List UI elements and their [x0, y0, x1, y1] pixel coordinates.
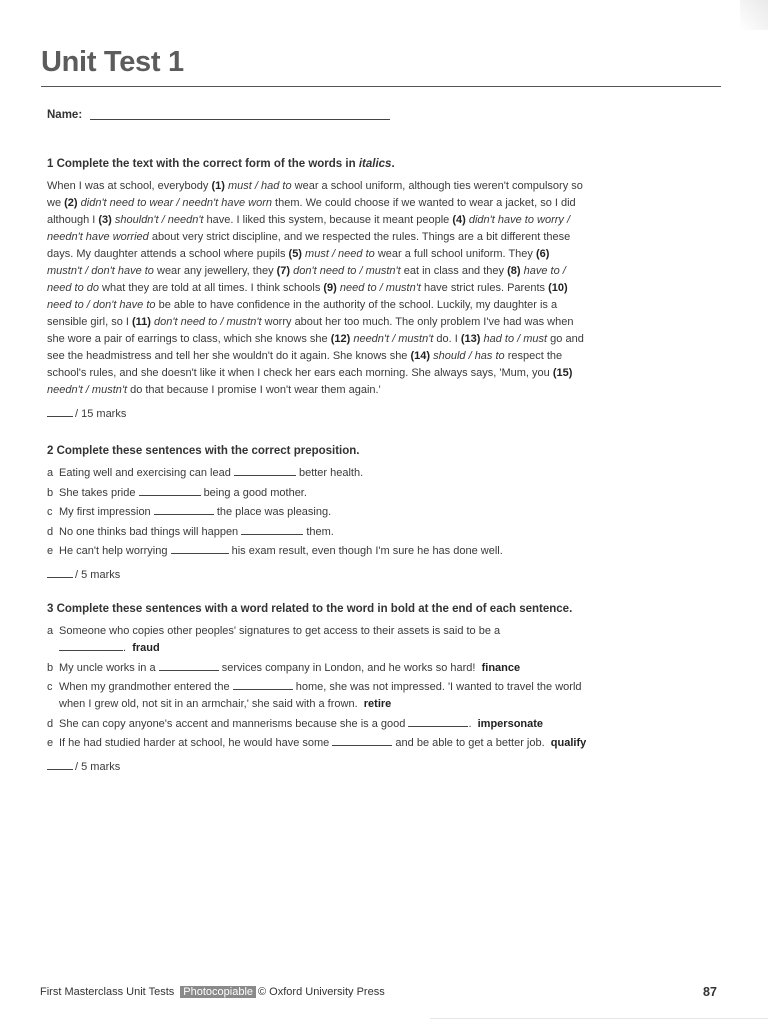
name-field-line[interactable]	[90, 119, 390, 120]
answer-blank[interactable]	[154, 504, 214, 515]
exercise-2	[47, 445, 587, 581]
page-footer	[40, 986, 385, 998]
exercise-3-item-c: c When my grandmother entered the home, she was not impressed. 'I wanted to travel the world when I grew old, not sit in an armchair,' she said with a frown. retire	[47, 681, 582, 710]
answer-blank[interactable]	[234, 465, 296, 476]
footer-copyright: © Oxford University Press	[258, 986, 385, 998]
exercise-2-item-a: a Eating well and exercising can lead better health.	[47, 467, 364, 479]
answer-blank[interactable]	[159, 660, 219, 671]
exercise-3	[47, 603, 587, 773]
stem-word: finance	[481, 661, 521, 674]
answer-blank[interactable]	[233, 679, 293, 690]
exercise-2-heading: 2 Complete these sentences with the correct preposition.	[47, 445, 360, 457]
stem-word: fraud	[132, 642, 160, 654]
exercise-3-item-a: a Someone who copies other peoples' signatures to get access to their assets is said to be a . fraud	[47, 625, 501, 654]
score-blank[interactable]	[47, 567, 73, 578]
name-row	[47, 109, 390, 121]
answer-blank[interactable]	[59, 640, 123, 651]
exercise-2-item-c: c My first impression the place was pleasing.	[47, 506, 332, 518]
photocopiable-badge: Photocopiable	[180, 986, 256, 998]
footer-series-title: First Masterclass Unit Tests	[40, 986, 175, 998]
scan-shadow	[740, 0, 768, 30]
exercise-3-marks: / 5 marks	[47, 759, 587, 773]
answer-blank[interactable]	[332, 735, 392, 746]
stem-word: retire	[363, 698, 392, 710]
answer-blank[interactable]	[408, 716, 468, 727]
exercise-1-text: When I was at school, everybody (1) must / had to wear a school uniform, although ties weren't compulsory so we (2) didn't need to wear / needn't have worn them. We could choose if we wanted to wear a jacket, so I did although I (3) shouldn't / needn't have. I liked this system, because it meant people (4) didn't have to worry / needn't have worried about very strict discipline, and we respected the rules. Things are a bit different these days. My daughter attends a school where pupils (5) must / need to wear a full school uniform. They (6) mustn't / don't have to wear any jewellery, they (7) don't need to / mustn't eat in class and they (8) have to / need to do what they are told at all times. I think schools (9) need to / mustn't have strict rules. Parents (10) need to / don't have to be able to have confidence in the authority of the school. Luckily, my daughter is a sensible girl, so I (11) don't need to / mustn't worry about her too much. The only problem I've had was when she wore a pair of earrings to class, which she knows she (12) needn't / mustn't do. I (13) had to / must go and see the headmistress and tell her she wouldn't do it again. She knows she (14) should / has to respect the school's rules, and she doesn't like it when I check her ears each morning. She always says, 'Mum, you (15) needn't / mustn't do that because I promise I won't wear them again.'	[47, 180, 584, 396]
answer-blank[interactable]	[139, 485, 201, 496]
exercise-2-item-e: e He can't help worrying his exam result, even though I'm sure he has done well.	[47, 545, 503, 557]
exercise-3-item-b: b My uncle works in a services company in London, and he works so hard! finance	[47, 661, 521, 674]
name-label: Name:	[47, 109, 83, 121]
answer-blank[interactable]	[241, 524, 303, 535]
stem-word: qualify	[550, 737, 587, 749]
exercise-2-marks: / 5 marks	[47, 567, 587, 581]
exercise-3-heading: 3 Complete these sentences with a word related to the word in bold at the end of each sentence.	[47, 603, 573, 615]
exercise-2-item-d: d No one thinks bad things will happen them.	[47, 525, 334, 538]
exercise-3-item-d: d She can copy anyone's accent and mannerisms because she is a good . impersonate	[47, 717, 544, 730]
exercise-1-marks: / 15 marks	[47, 406, 587, 420]
answer-blank[interactable]	[171, 543, 229, 554]
score-blank[interactable]	[47, 759, 73, 770]
page-title: Unit Test 1	[41, 46, 184, 78]
exercise-1-heading: 1 Complete the text with the correct form of the words in italics.	[47, 158, 395, 170]
exercise-1	[47, 158, 587, 420]
exercise-3-item-e: e If he had studied harder at school, he would have some and be able to get a better job. qualify	[47, 737, 587, 749]
stem-word: impersonate	[477, 717, 544, 730]
page-number: 87	[703, 985, 717, 999]
title-divider	[41, 86, 721, 87]
score-blank[interactable]	[47, 406, 73, 417]
exercise-2-item-b: b She takes pride being a good mother.	[47, 486, 307, 499]
